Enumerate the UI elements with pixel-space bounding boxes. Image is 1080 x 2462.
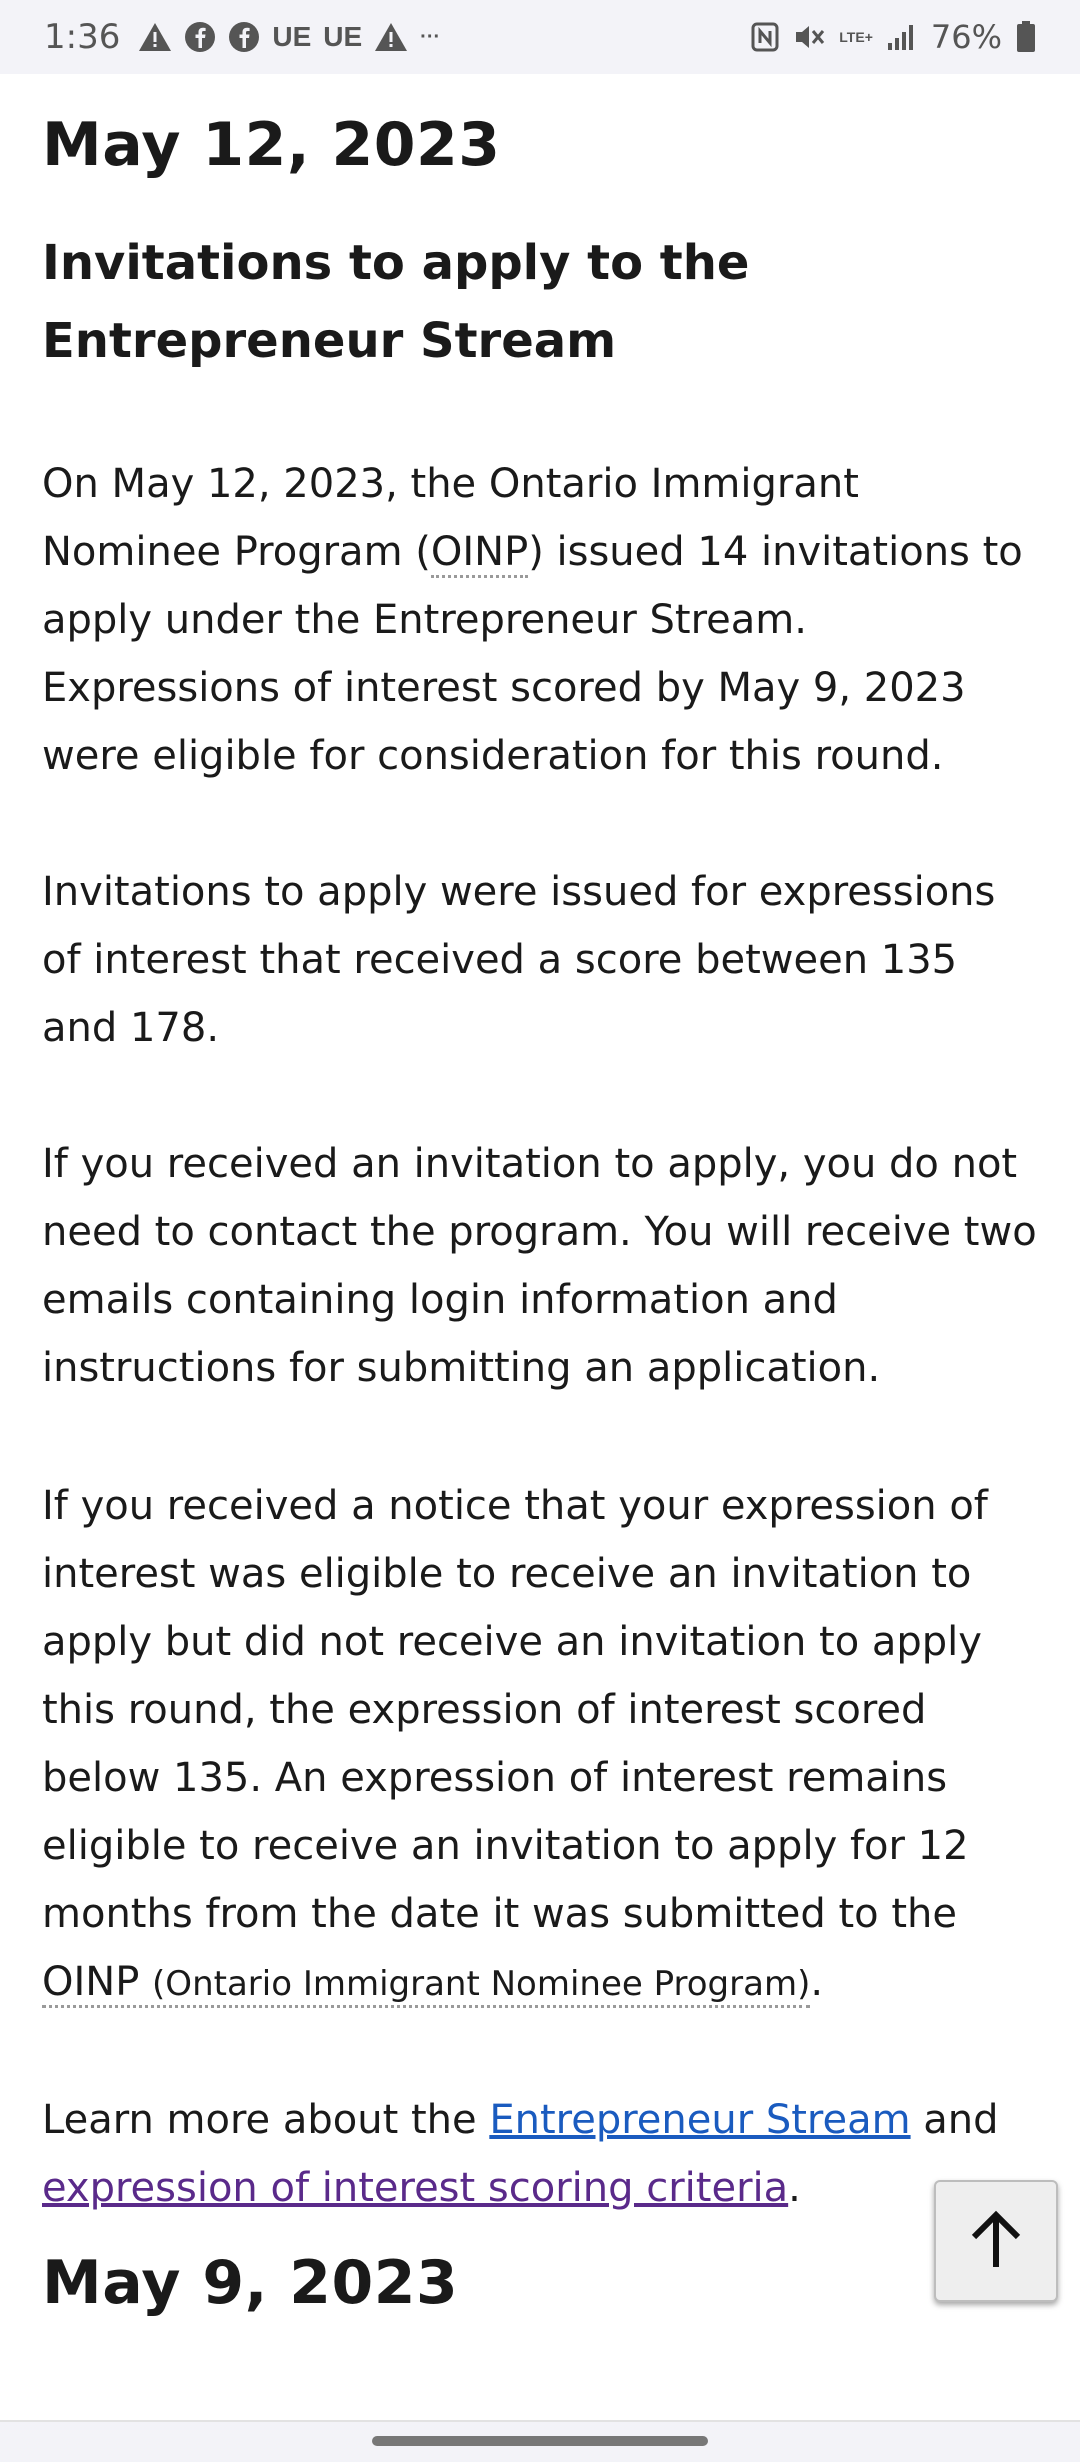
navigation-bar (0, 2420, 1080, 2462)
oinp-abbreviation[interactable]: OINP (431, 529, 528, 578)
paragraph-next-steps: If you received an invitation to apply, you do not need to contact the program. You will receive two emails containing login information and instructions for submitting an application. (42, 1141, 1037, 1391)
status-left (44, 17, 440, 57)
mute-icon (793, 22, 825, 52)
home-gesture-handle[interactable] (372, 2436, 708, 2446)
paragraph-text: . (788, 2165, 801, 2211)
next-section-date-heading: May 9, 2023 (42, 2248, 459, 2318)
signal-icon (887, 23, 917, 51)
paragraph-learn-more (42, 2086, 1042, 2222)
abbreviation-expansion: (Ontario Immigrant Nominee Program) (152, 1964, 811, 2004)
facebook-icon (184, 21, 216, 53)
battery-percent: 76% (930, 18, 1002, 56)
entrepreneur-stream-link[interactable]: Entrepreneur Stream (489, 2097, 911, 2143)
paragraph-text: Learn more about the (42, 2097, 490, 2143)
section-subtitle: Invitations to apply to the Entrepreneur Stream (42, 235, 750, 369)
facebook-icon (228, 21, 260, 53)
arrow-up-icon (964, 2209, 1028, 2273)
abbreviation-text: OINP (42, 1959, 140, 2005)
paragraph-text: and (910, 2097, 999, 2143)
paragraph-text: On May 12, 2023, the Ontario Immigrant Nominee Program ( (42, 461, 859, 575)
paragraph-score-range: Invitations to apply were issued for expressions of interest that received a score between 135 and 178. (42, 869, 996, 1051)
battery-icon (1016, 21, 1036, 53)
paragraph-eligibility (42, 1472, 1042, 2018)
status-right (751, 18, 1036, 56)
paragraph-text: If you received a notice that your expression of interest was eligible to receive an invitation to apply but did not receive an invitation to apply this round, the expression of interest scored below 135. An expression of interest remains eligible to receive an invitation to apply for 12 months from the date it was submitted to the (42, 1483, 988, 1937)
status-time: 1:36 (44, 17, 121, 57)
section-date-heading: May 12, 2023 (42, 110, 501, 180)
carrier-label: UE (272, 21, 312, 52)
oinp-abbreviation[interactable] (42, 1959, 810, 2008)
warning-icon (374, 22, 408, 52)
more-notifications: ··· (420, 25, 441, 48)
paragraph-text: . (810, 1959, 824, 2005)
status-bar (0, 0, 1080, 74)
carrier-label: UE (323, 21, 363, 52)
paragraph-text: ) issued 14 invitations to apply under the Entrepreneur Stream. Expressions of interest scored by May 9, 2023 were eligible for consideration for this round. (42, 529, 1023, 779)
scoring-criteria-link[interactable]: expression of interest scoring criteria (42, 2165, 789, 2211)
warning-icon (138, 22, 172, 52)
back-to-top-button[interactable] (934, 2180, 1058, 2302)
paragraph-announcement (42, 450, 1042, 790)
nfc-icon (751, 22, 779, 52)
network-type: LTE+ (839, 29, 873, 45)
